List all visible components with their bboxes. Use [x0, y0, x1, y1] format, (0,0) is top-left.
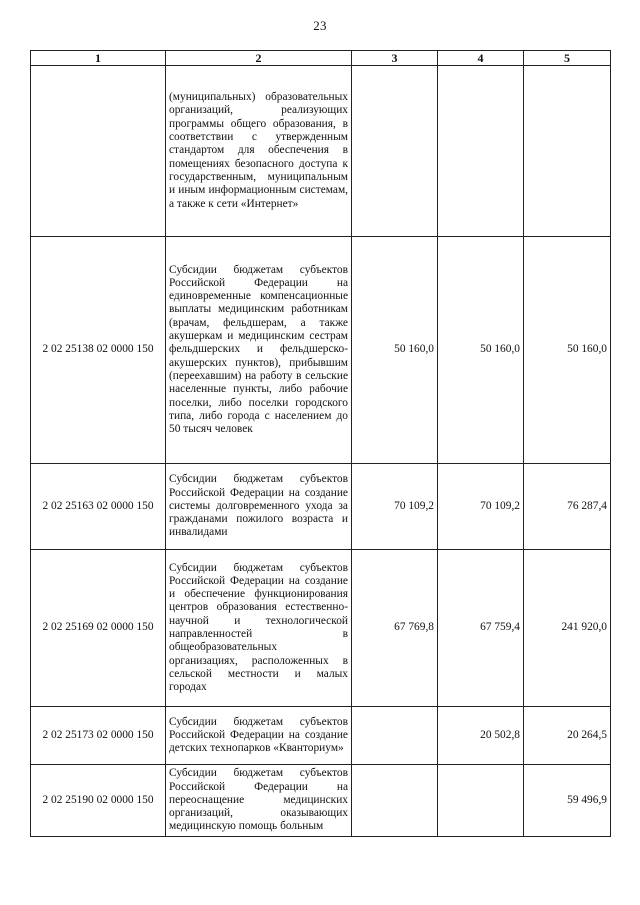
row-col5: 76 287,4: [524, 464, 611, 550]
table-row: [31, 237, 611, 464]
row-col3: [352, 707, 438, 765]
row-col5: [524, 66, 611, 237]
table-row: [31, 707, 611, 765]
row-col3: 50 160,0: [352, 237, 438, 464]
row-code: 2 02 25190 02 0000 150: [31, 765, 166, 837]
table-row: [31, 66, 611, 237]
column-header-4: 4: [438, 51, 524, 66]
row-col4: 50 160,0: [438, 237, 524, 464]
column-header-5: 5: [524, 51, 611, 66]
row-col4: [438, 66, 524, 237]
row-col5: 241 920,0: [524, 550, 611, 707]
row-col4: 20 502,8: [438, 707, 524, 765]
table-row: [31, 765, 611, 837]
row-description: Субсидии бюджетам субъектов Российской Федерации на создание системы долговременного ухода за гражданами пожилого возраста и инвалидами: [166, 464, 352, 550]
table-header-row: [31, 51, 611, 66]
table-row: [31, 550, 611, 707]
budget-table: [30, 50, 611, 837]
row-col5: 50 160,0: [524, 237, 611, 464]
row-col4: [438, 765, 524, 837]
row-col4: 67 759,4: [438, 550, 524, 707]
row-col5: 20 264,5: [524, 707, 611, 765]
row-col3: [352, 765, 438, 837]
row-description: Субсидии бюджетам субъектов Российской Федерации на переоснащение медицинских организаций, оказывающих медицинскую помощь больным: [166, 765, 352, 837]
column-header-2: 2: [166, 51, 352, 66]
row-description: Субсидии бюджетам субъектов Российской Федерации на создание детских технопарков «Кванториум»: [166, 707, 352, 765]
row-code: 2 02 25169 02 0000 150: [31, 550, 166, 707]
row-description: Субсидии бюджетам субъектов Российской Федерации на создание и обеспечение функционирования центров образования естественно-научной и технологической направленностей в общеобразовательных организациях, расположенных в сельской местности и малых городах: [166, 550, 352, 707]
row-col3: 70 109,2: [352, 464, 438, 550]
row-col3: 67 769,8: [352, 550, 438, 707]
row-code: 2 02 25138 02 0000 150: [31, 237, 166, 464]
row-code: 2 02 25163 02 0000 150: [31, 464, 166, 550]
column-header-1: 1: [31, 51, 166, 66]
row-code: [31, 66, 166, 237]
column-header-3: 3: [352, 51, 438, 66]
row-description: Субсидии бюджетам субъектов Российской Федерации на единовременные компенсационные выплаты медицинским работникам (врачам, фельдшерам, а также акушеркам и медицинским сестрам фельдшерских и фельдшерско-акушерских пунктов), прибывшим (переехавшим) на работу в сельские населенные пункты, либо рабочие поселки, либо поселки городского типа, либо города с населением до 50 тысяч человек: [166, 237, 352, 464]
row-code: 2 02 25173 02 0000 150: [31, 707, 166, 765]
row-description: (муниципальных) образовательных организаций, реализующих программы общего образования, в соответствии с утвержденным стандартом для обеспечения в помещениях безопасного доступа к государственным, муниципальным и иным информационным системам, а также к сети «Интернет»: [166, 66, 352, 237]
page-number: 23: [313, 18, 327, 33]
table-row: [31, 464, 611, 550]
row-col3: [352, 66, 438, 237]
row-col4: 70 109,2: [438, 464, 524, 550]
row-col5: 59 496,9: [524, 765, 611, 837]
